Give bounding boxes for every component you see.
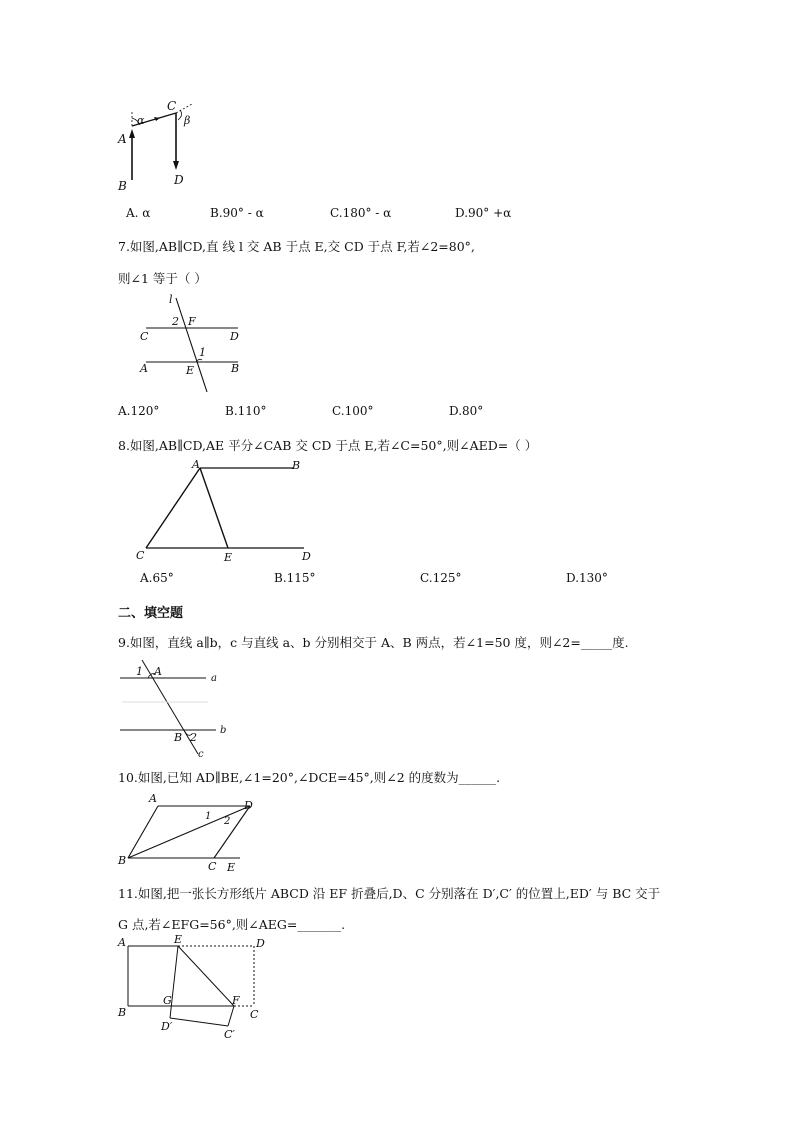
q10-label-b: B [118,854,127,867]
q8-option-d: D.130° [566,571,608,585]
q11-label-d: D [256,937,265,950]
q11-figure [116,934,276,1044]
q9-label-1: 1 [136,665,143,678]
q7-label-2: 2 [172,315,179,328]
q7-figure [136,294,266,394]
q11-label-b: B [118,1006,127,1019]
q9-label-c-line: c [198,749,204,760]
q6-label-beta: β [184,114,191,127]
q6-option-c: C.180° - α [330,206,392,220]
q7-stem-line1: 7.如图,AB∥CD,直 线 l 交 AB 于点 E,交 CD 于点 F,若∠2=80°, [118,239,475,254]
q8-label-c: C [136,549,145,562]
q11-stem-line2: G 点,若∠EFG=56°,则∠AEG=_______. [118,917,346,932]
q10-figure [116,792,266,872]
section-heading: 二、填空题 [118,606,184,621]
q11-label-d-prime: D′ [161,1020,173,1033]
q10-label-2: 2 [224,816,231,827]
q10-label-a: A [149,792,157,805]
q10-label-e: E [227,861,236,874]
q8-option-c: C.125° [420,571,462,585]
q9-figure [118,658,238,758]
q7-option-a: A.120° [118,404,160,418]
q9-stem: 9.如图，直线 a∥b，c 与直线 a、b 分别相交于 A、B 两点，若∠1=50 度，则∠2=_____度. [118,635,629,650]
q10-label-c: C [208,860,217,873]
q6-label-alpha: α [137,114,145,127]
q11-label-e: E [174,933,183,946]
q11-label-c: C [250,1008,259,1021]
q11-label-c-prime: C′ [224,1028,235,1041]
q7-label-c: C [140,330,149,343]
q9-label-a-line: a [211,673,217,684]
q8-label-e: E [224,551,233,564]
q6-option-a: A. α [126,206,151,220]
q8-stem: 8.如图,AB∥CD,AE 平分∠CAB 交 CD 于点 E,若∠C=50°,则∠AED=（ ） [118,438,538,453]
q7-label-1: 1 [199,346,206,359]
q6-label-a: A [118,132,127,146]
q6-label-d: D [174,173,184,187]
q10-label-1: 1 [205,811,212,822]
q7-label-f: F [188,315,196,328]
q7-option-d: D.80° [449,404,484,418]
q8-label-a: A [192,458,200,471]
q6-label-b: B [118,179,127,193]
q6-option-d: D.90° +α [455,206,512,220]
q11-label-g: G [163,994,172,1007]
q7-label-e: E [186,364,195,377]
q10-stem: 10.如图,已知 AD∥BE,∠1=20°,∠DCE=45°,则∠2 的度数为______. [118,770,501,785]
q6-figure [112,98,212,198]
q7-label-a: A [140,362,148,375]
q8-label-d: D [302,550,311,563]
q6-option-b: B.90° - α [210,206,264,220]
q7-stem-line2: 则∠1 等于（ ） [118,271,207,286]
q11-label-f: F [232,994,240,1007]
q7-option-b: B.110° [225,404,267,418]
q7-option-c: C.100° [332,404,374,418]
q9-label-b-point: B [174,731,183,744]
q7-label-d: D [230,330,239,343]
q6-label-c: C [167,99,177,113]
q8-option-b: B.115° [274,571,316,585]
q11-label-a: A [118,936,126,949]
q9-label-b-line: b [220,725,227,736]
q7-label-l: l [169,293,173,306]
q8-figure [132,458,332,568]
q7-label-b: B [231,362,240,375]
q11-stem-line1: 11.如图,把一张长方形纸片 ABCD 沿 EF 折叠后,D、C 分别落在 D′,C′ 的位置上,ED′ 与 BC 交于 [118,886,661,901]
q9-label-2: 2 [190,731,197,744]
q8-label-b: B [292,459,301,472]
q9-label-a-point: A [154,665,162,678]
q10-label-d: D [244,799,253,812]
q8-option-a: A.65° [140,571,174,585]
